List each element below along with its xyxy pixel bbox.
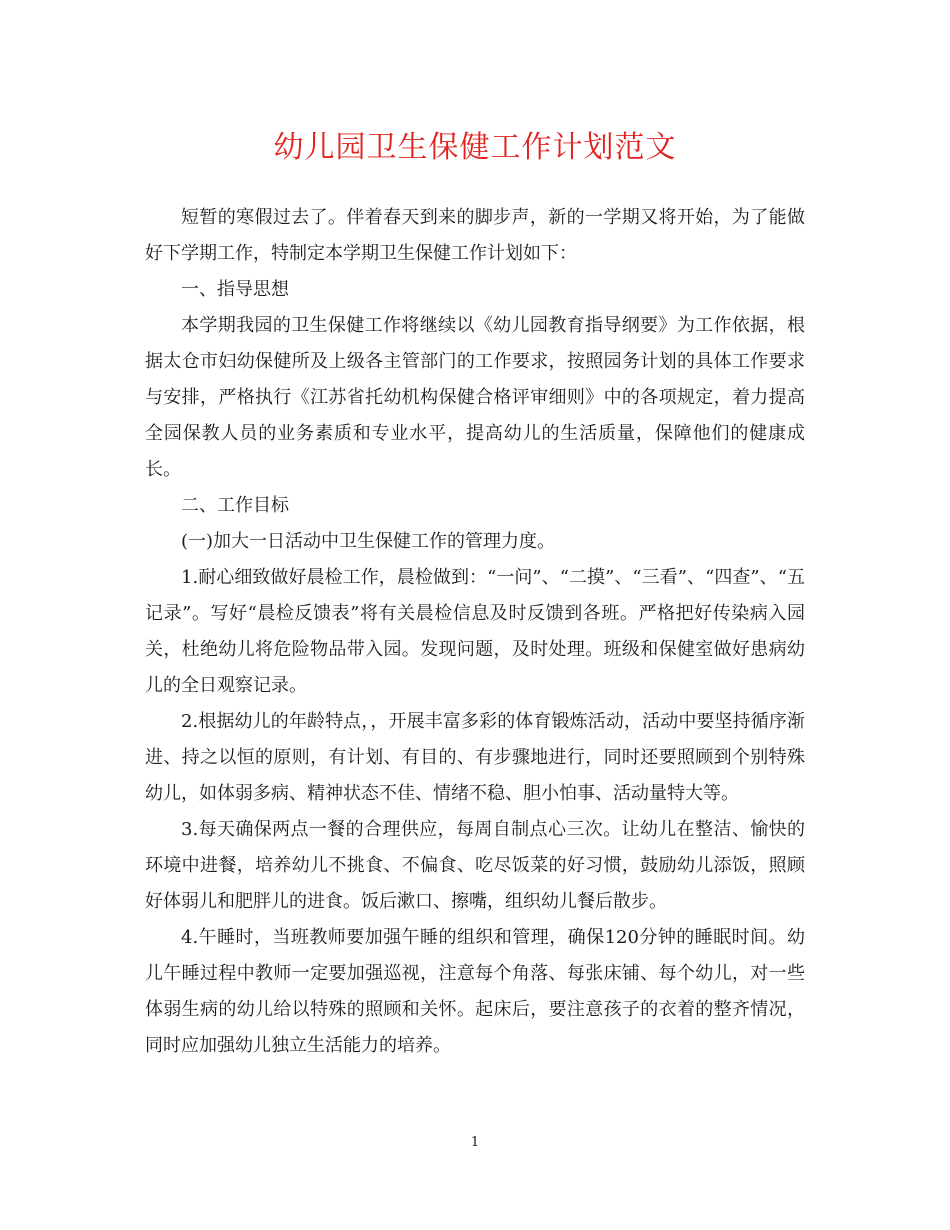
paragraph-guiding-ideology: 本学期我园的卫生保健工作将继续以《幼儿园教育指导纲要》为工作依据，根据太仓市妇幼保健所及上级各主管部门的工作要求，按照园务计划的具体工作要求与安排，严格执行《江苏省托幼机构保健合格评审细则》中的各项规定，着力提高全园保教人员的业务素质和专业水平，提高幼儿的生活质量，保障他们的健康成长。 (145, 315, 805, 480)
heading-guiding-ideology: 一、指导思想 (181, 279, 289, 300)
subheading-daily-management: (一)加大一日活动中卫生保健工作的管理力度。 (181, 531, 556, 552)
paragraph-item-3: 3.每天确保两点一餐的合理供应，每周自制点心三次。让幼儿在整洁、愉快的环境中进餐，培养幼儿不挑食、不偏食、吃尽饭菜的好习惯，鼓励幼儿添饭，照顾好体弱儿和肥胖儿的进食。饭后漱口、擦嘴，组织幼儿餐后散步。 (145, 819, 805, 912)
paragraph-item-4: 4.午睡时，当班教师要加强午睡的组织和管理，确保120分钟的睡眠时间。幼儿午睡过程中教师一定要加强巡视，注意每个角落、每张床铺、每个幼儿，对一些体弱生病的幼儿给以特殊的照顾和关怀。起床后，要注意孩子的衣着的整齐情况，同时应加强幼儿独立生活能力的培养。 (145, 927, 805, 1056)
document-title: 幼儿园卫生保健工作计划范文 (273, 130, 677, 165)
paragraph-item-1: 1.耐心细致做好晨检工作，晨检做到：“一问”、“二摸”、“三看”、“四查”、“五记录”。写好“晨检反馈表”将有关晨检信息及时反馈到各班。严格把好传染病入园关，杜绝幼儿将危险物品带入园。发现问题，及时处理。班级和保健室做好患病幼儿的全日观察记录。 (145, 567, 805, 696)
paragraph-item-2: 2.根据幼儿的年龄特点，，开展丰富多彩的体育锻炼活动，活动中要坚持循序渐进、持之以恒的原则，有计划、有目的、有步骤地进行，同时还要照顾到个别特殊幼儿，如体弱多病、精神状态不佳、情绪不稳、胆小怕事、活动量特大等。 (145, 711, 805, 804)
document-body (145, 200, 805, 1064)
paragraph-intro: 短暂的寒假过去了。伴着春天到来的脚步声，新的一学期又将开始，为了能做好下学期工作，特制定本学期卫生保健工作计划如下： (145, 207, 805, 264)
page-number: 1 (470, 1135, 480, 1150)
heading-work-goals: 二、工作目标 (181, 495, 289, 516)
